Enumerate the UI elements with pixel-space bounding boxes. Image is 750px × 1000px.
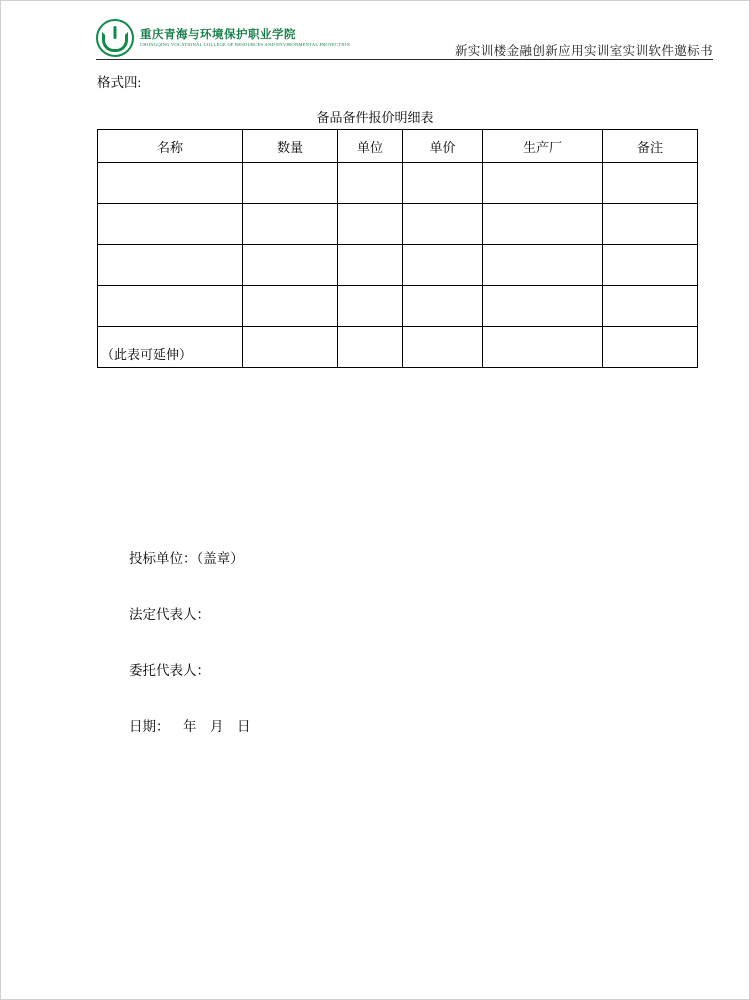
table-row [98,204,698,245]
page-title: 备品备件报价明细表 [316,110,434,125]
cell-unit-price[interactable] [403,163,483,204]
authorized-representative-line: 委托代表人： [129,663,210,678]
column-header-remarks: 备注 [603,130,698,163]
spare-parts-quotation-table [97,129,698,368]
cell-remarks[interactable] [603,286,698,327]
cell-remarks[interactable] [603,327,698,368]
college-logo [96,19,351,57]
cell-unit[interactable] [338,163,403,204]
cell-name[interactable] [98,163,243,204]
table-row [98,163,698,204]
header-document-title: 新实训楼金融创新应用实训室实训软件邀标书 [454,44,713,58]
logo-text [140,29,350,48]
legal-representative-line: 法定代表人： [129,607,210,622]
cell-manufacturer[interactable] [483,245,603,286]
cell-manufacturer[interactable] [483,286,603,327]
table-header-row [98,130,698,163]
column-header-manufacturer: 生产厂 [483,130,603,163]
cell-name[interactable] [98,286,243,327]
table-row [98,245,698,286]
cell-quantity[interactable] [243,245,338,286]
cell-unit[interactable] [338,245,403,286]
cell-manufacturer[interactable] [483,204,603,245]
column-header-unit-price: 单价 [403,130,483,163]
bidder-unit-line: 投标单位：（盖章） [129,551,244,566]
cell-quantity[interactable] [243,286,338,327]
cell-unit[interactable] [338,204,403,245]
header-divider [96,59,713,60]
cell-remarks[interactable] [603,204,698,245]
table-note: （此表可延伸） [101,347,193,362]
column-header-quantity: 数量 [243,130,338,163]
cell-quantity[interactable] [243,163,338,204]
cell-name[interactable] [98,245,243,286]
cell-unit-price[interactable] [403,327,483,368]
logo-chinese-name: 重庆青海与环境保护职业学院 [140,28,296,41]
column-header-name: 名称 [98,130,243,163]
college-emblem-icon [96,19,134,57]
cell-manufacturer[interactable] [483,163,603,204]
cell-unit[interactable] [338,286,403,327]
table-row [98,286,698,327]
cell-remarks[interactable] [603,163,698,204]
cell-remarks[interactable] [603,245,698,286]
cell-unit-price[interactable] [403,245,483,286]
cell-unit-price[interactable] [403,286,483,327]
document-header [41,19,713,61]
cell-manufacturer[interactable] [483,327,603,368]
signature-block [129,547,549,735]
cell-quantity[interactable] [243,327,338,368]
date-line: 日期： 年 月 日 [129,719,251,734]
cell-quantity[interactable] [243,204,338,245]
format-label: 格式四: [97,75,142,90]
logo-english-name: CHONGQING VOCATIONAL COLLEGE OF RESOURCES AND ENVIRONMENTAL PROTECTION [140,41,351,47]
column-header-unit: 单位 [338,130,403,163]
cell-name[interactable] [98,204,243,245]
cell-unit-price[interactable] [403,204,483,245]
cell-unit[interactable] [338,327,403,368]
